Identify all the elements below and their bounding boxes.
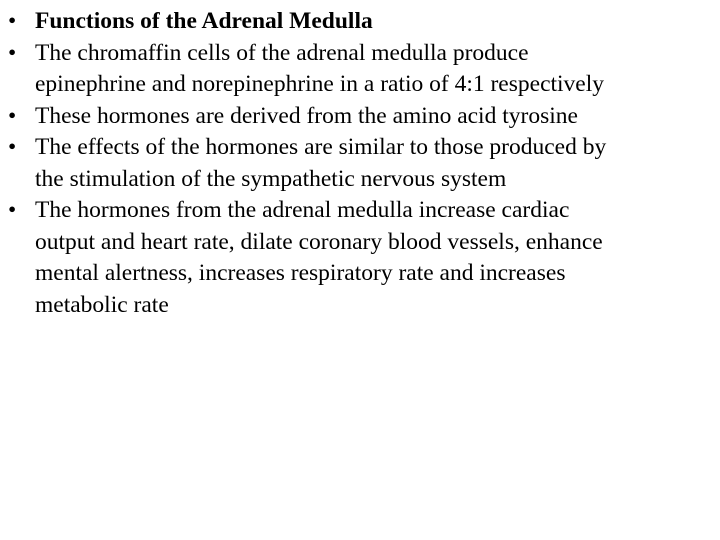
bullet-marker: • (8, 197, 17, 223)
bullet-text-line: The hormones from the adrenal medulla increase cardiac (35, 197, 570, 223)
bullet-text-line: the stimulation of the sympathetic nervous system (35, 165, 507, 192)
bullet-item-chromaffin (0, 38, 720, 101)
bullet-text-line: These hormones are derived from the amino acid tyrosine (35, 102, 578, 129)
bullet-item-tyrosine (0, 101, 720, 133)
bullet-text-line: metabolic rate (35, 291, 169, 318)
slide-heading: Functions of the Adrenal Medulla (35, 8, 373, 34)
bullet-list (0, 6, 720, 321)
bullet-item-cardiac (0, 195, 720, 321)
bullet-marker: • (8, 8, 17, 34)
bullet-text-line: output and heart rate, dilate coronary blood vessels, enhance (35, 228, 603, 255)
bullet-text-line: The effects of the hormones are similar to those produced by (35, 134, 607, 160)
bullet-marker: • (8, 39, 17, 66)
bullet-item-title (0, 6, 720, 38)
bullet-item-effects (0, 132, 720, 195)
bullet-text-line: epinephrine and norepinephrine in a ratio of 4:1 respectively (35, 71, 605, 97)
bullet-text-line: mental alertness, increases respiratory rate and increases (35, 260, 566, 286)
bullet-marker: • (8, 134, 17, 160)
bullet-text-line: The chromaffin cells of the adrenal medulla produce (35, 39, 529, 66)
bullet-marker: • (8, 102, 17, 129)
